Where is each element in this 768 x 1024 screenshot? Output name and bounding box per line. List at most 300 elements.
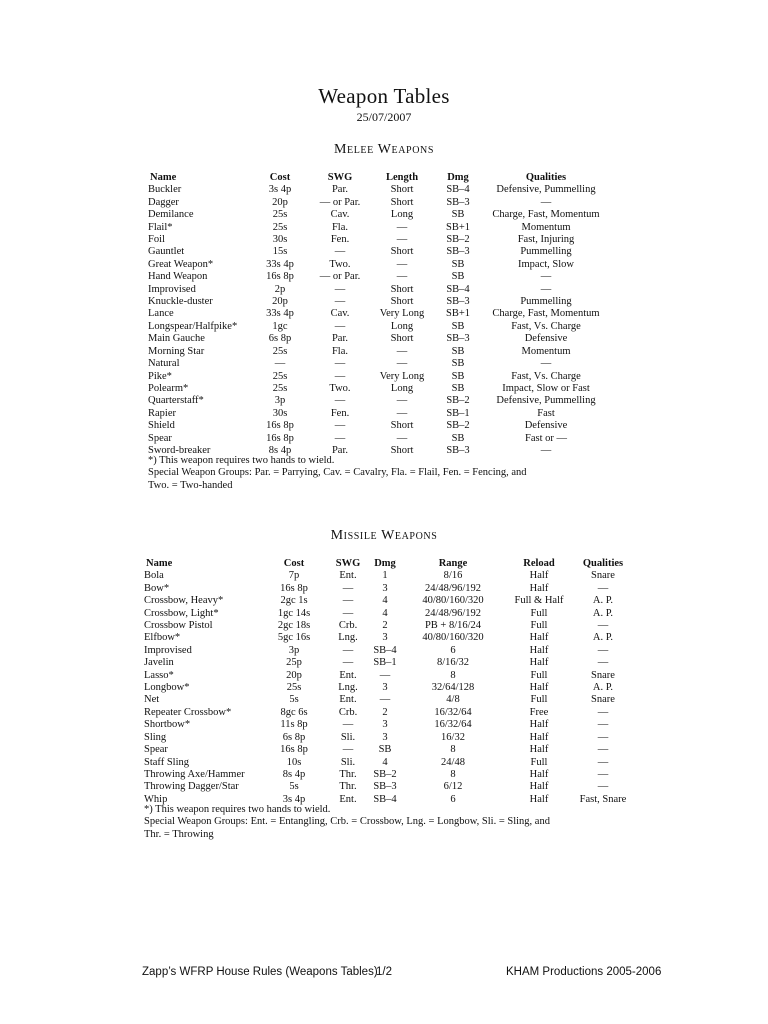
cell-qualities: A. P.: [592, 682, 614, 694]
cell-reload: Half: [529, 781, 549, 793]
cell-swg: —: [334, 370, 346, 382]
note-line: Special Weapon Groups: Par. = Parrying, Cav. = Cavalry, Fla. = Flail, Fen. = Fencing, and: [148, 467, 527, 479]
table-row: [148, 184, 608, 196]
cell-reload: Half: [529, 793, 549, 805]
cell-dmg: 1: [382, 570, 388, 582]
table-header-row: [144, 558, 634, 570]
cell-dmg: —: [379, 669, 391, 681]
cell-name: Spear: [148, 432, 172, 444]
cell-cost: 25s: [272, 370, 288, 382]
cell-dmg: SB: [451, 382, 465, 394]
cell-length: —: [396, 258, 408, 270]
cell-dmg: 4: [382, 607, 388, 619]
cell-cost: 6s 8p: [282, 731, 306, 743]
cell-qualities: Impact, Slow: [518, 258, 574, 270]
table-row: [148, 371, 608, 383]
table-row: [148, 420, 608, 432]
melee-section-title: Melee Weapons: [333, 142, 435, 157]
table-row: [148, 395, 608, 407]
cell-cost: 33s 4p: [266, 308, 294, 320]
cell-name: Crossbow Pistol: [144, 620, 213, 632]
cell-qualities: —: [597, 731, 609, 743]
cell-length: Long: [390, 320, 414, 332]
cell-reload: Full: [530, 756, 548, 768]
cell-dmg: SB–3: [446, 296, 470, 308]
cell-cost: 8s 4p: [282, 768, 306, 780]
cell-reload: Half: [529, 731, 549, 743]
cell-name: Sling: [144, 731, 167, 743]
cell-dmg: SB–4: [373, 793, 397, 805]
table-row: [144, 632, 634, 644]
header-qualities: Qualities: [582, 558, 624, 569]
cell-dmg: SB: [378, 744, 392, 756]
cell-swg: Fla.: [331, 345, 349, 357]
cell-dmg: SB–3: [446, 333, 470, 345]
cell-reload: Full: [530, 620, 548, 632]
table-row: [144, 732, 634, 744]
cell-name: Quarterstaff*: [148, 395, 204, 407]
cell-name: Longspear/Halfpike*: [148, 320, 238, 332]
cell-cost: 2gc 18s: [277, 620, 311, 632]
cell-length: Short: [390, 246, 414, 258]
cell-name: Polearm*: [148, 382, 189, 394]
table-row: [144, 682, 634, 694]
cell-cost: 7p: [288, 570, 300, 582]
table-row: [148, 222, 608, 234]
table-row: [148, 246, 608, 258]
cell-reload: Half: [529, 644, 549, 656]
cell-name: Hand Weapon: [148, 271, 208, 283]
cell-qualities: —: [597, 756, 609, 768]
note-line: *) This weapon requires two hands to wield.: [148, 455, 335, 466]
table-row: [148, 358, 608, 370]
table-row: [148, 271, 608, 283]
cell-reload: Half: [529, 632, 549, 644]
cell-qualities: Defensive, Pummelling: [496, 184, 596, 196]
cell-swg: —: [342, 657, 354, 669]
cell-name: Morning Star: [148, 345, 205, 357]
cell-reload: Half: [529, 744, 549, 756]
cell-qualities: —: [597, 644, 609, 656]
cell-cost: —: [274, 358, 286, 370]
cell-swg: — or Par.: [319, 271, 361, 283]
cell-swg: Cav.: [330, 308, 350, 320]
cell-qualities: Defensive, Pummelling: [496, 395, 596, 407]
cell-cost: 16s 8p: [280, 582, 308, 594]
cell-qualities: Fast or —: [525, 432, 567, 444]
cell-qualities: Fast, Snare: [579, 793, 627, 805]
table-row: [148, 346, 608, 358]
cell-dmg: SB–4: [373, 644, 397, 656]
table-row: [148, 383, 608, 395]
cell-swg: Ent.: [339, 694, 357, 706]
table-row: [148, 209, 608, 221]
cell-reload: Half: [529, 657, 549, 669]
cell-range: 8: [450, 669, 456, 681]
cell-swg: Two.: [329, 258, 351, 270]
cell-qualities: A. P.: [592, 607, 614, 619]
cell-name: Shield: [148, 420, 175, 432]
cell-swg: Cav.: [330, 209, 350, 221]
cell-qualities: Pummelling: [520, 296, 572, 308]
cell-name: Flail*: [148, 221, 173, 233]
cell-range: 6: [450, 644, 456, 656]
cell-qualities: Snare: [591, 570, 615, 582]
cell-cost: 3p: [288, 644, 300, 656]
table-row: [148, 197, 608, 209]
cell-dmg: SB–2: [446, 234, 470, 246]
missile-section-title: Missile Weapons: [330, 528, 438, 543]
cell-range: 40/80/160/320: [422, 595, 484, 607]
cell-cost: 16s 8p: [280, 744, 308, 756]
header-cost: Cost: [269, 172, 291, 183]
cell-cost: 25p: [286, 657, 302, 669]
table-row: [144, 769, 634, 781]
missile-weapons-table: [144, 558, 634, 806]
cell-length: —: [396, 345, 408, 357]
note-line: Special Weapon Groups: Ent. = Entangling, Crb. = Crossbow, Lng. = Longbow, Sli. = Sling, and: [144, 816, 550, 828]
cell-dmg: 4: [382, 756, 388, 768]
cell-swg: —: [334, 320, 346, 332]
cell-range: 24/48/96/192: [424, 607, 481, 619]
cell-swg: Fla.: [331, 221, 349, 233]
cell-swg: Sli.: [340, 756, 356, 768]
cell-swg: —: [334, 432, 346, 444]
cell-reload: Half: [529, 682, 549, 694]
cell-range: 8/16/32: [436, 657, 470, 669]
cell-cost: 25s: [272, 221, 288, 233]
cell-range: 6: [450, 793, 456, 805]
table-row: [144, 657, 634, 669]
cell-cost: 20p: [272, 196, 288, 208]
cell-length: Long: [390, 209, 414, 221]
table-row: [144, 781, 634, 793]
cell-length: Long: [390, 382, 414, 394]
table-row: [148, 259, 608, 271]
note-line: Thr. = Throwing: [144, 828, 214, 840]
cell-dmg: —: [379, 694, 391, 706]
cell-qualities: Charge, Fast, Momentum: [492, 209, 600, 221]
cell-dmg: SB: [451, 345, 465, 357]
cell-swg: Crb.: [338, 620, 358, 632]
cell-name: Demilance: [148, 209, 194, 221]
cell-name: Pike*: [148, 370, 172, 382]
cell-swg: —: [342, 719, 354, 731]
header-swg: SWG: [327, 172, 353, 183]
cell-name: Shortbow*: [144, 719, 191, 731]
cell-reload: Full & Half: [514, 595, 564, 607]
cell-name: Longbow*: [144, 682, 190, 694]
header-swg: SWG: [335, 558, 361, 569]
cell-qualities: —: [597, 706, 609, 718]
cell-cost: 15s: [272, 246, 288, 258]
cell-name: Net: [144, 694, 160, 706]
cell-dmg: SB–3: [446, 196, 470, 208]
table-row: [144, 595, 634, 607]
cell-dmg: 4: [382, 595, 388, 607]
cell-name: Sword-breaker: [148, 444, 211, 456]
cell-reload: Full: [530, 607, 548, 619]
cell-cost: 11s 8p: [280, 719, 308, 731]
cell-range: 8/16: [443, 570, 463, 582]
cell-name: Crossbow, Heavy*: [144, 595, 224, 607]
cell-length: Very Long: [379, 370, 425, 382]
cell-cost: 33s 4p: [266, 258, 294, 270]
cell-qualities: —: [540, 358, 552, 370]
cell-qualities: Fast, Vs. Charge: [511, 320, 581, 332]
header-dmg: Dmg: [374, 558, 396, 569]
cell-qualities: —: [540, 444, 552, 456]
cell-swg: —: [342, 744, 354, 756]
cell-range: 4/8: [446, 694, 460, 706]
cell-name: Gauntlet: [148, 246, 185, 258]
cell-name: Rapier: [148, 407, 176, 419]
cell-dmg: SB: [451, 271, 465, 283]
cell-qualities: —: [597, 657, 609, 669]
cell-qualities: Fast, Vs. Charge: [511, 370, 581, 382]
cell-cost: 6s 8p: [268, 333, 292, 345]
cell-length: Short: [390, 196, 414, 208]
cell-name: Crossbow, Light*: [144, 607, 219, 619]
header-name: Name: [146, 558, 173, 569]
cell-swg: Ent.: [339, 793, 357, 805]
cell-dmg: SB–3: [373, 781, 397, 793]
cell-range: 16/32/64: [434, 719, 472, 731]
cell-range: 16/32/64: [434, 706, 472, 718]
cell-swg: —: [334, 246, 346, 258]
cell-swg: —: [334, 358, 346, 370]
cell-swg: —: [342, 595, 354, 607]
note-line: *) This weapon requires two hands to wield.: [144, 804, 331, 815]
cell-dmg: 3: [382, 632, 388, 644]
cell-length: —: [396, 234, 408, 246]
cell-swg: Ent.: [339, 570, 357, 582]
cell-range: 32/64/128: [431, 682, 475, 694]
cell-name: Improvised: [148, 283, 196, 295]
cell-cost: 3s 4p: [268, 184, 292, 196]
table-header-row: [148, 172, 608, 184]
missile-notes: [144, 804, 614, 841]
cell-dmg: SB: [451, 358, 465, 370]
cell-qualities: —: [597, 781, 609, 793]
cell-name: Bow*: [144, 582, 170, 594]
table-row: [144, 744, 634, 756]
cell-qualities: A. P.: [592, 595, 614, 607]
cell-name: Great Weapon*: [148, 258, 214, 270]
table-row: [144, 645, 634, 657]
cell-name: Staff Sling: [144, 756, 190, 768]
cell-cost: 30s: [272, 234, 288, 246]
cell-dmg: SB: [451, 370, 465, 382]
cell-dmg: SB–2: [446, 395, 470, 407]
cell-dmg: 3: [382, 719, 388, 731]
cell-name: Improvised: [144, 644, 192, 656]
cell-name: Foil: [148, 234, 165, 246]
header-dmg: Dmg: [447, 172, 469, 183]
cell-length: Short: [390, 283, 414, 295]
cell-swg: Fen.: [330, 407, 350, 419]
cell-name: Lance: [148, 308, 174, 320]
cell-swg: — or Par.: [319, 196, 361, 208]
cell-swg: Fen.: [330, 234, 350, 246]
cell-swg: —: [342, 644, 354, 656]
cell-dmg: SB+1: [445, 221, 470, 233]
cell-name: Throwing Dagger/Star: [144, 781, 239, 793]
cell-length: —: [396, 271, 408, 283]
cell-range: PB + 8/16/24: [424, 620, 482, 632]
cell-dmg: SB–3: [446, 444, 470, 456]
note-line: Two. = Two-handed: [148, 479, 233, 491]
header-cost: Cost: [283, 558, 305, 569]
melee-notes: [148, 455, 608, 492]
cell-cost: 25s: [272, 382, 288, 394]
cell-dmg: SB–2: [373, 768, 397, 780]
cell-cost: 1gc 14s: [277, 607, 311, 619]
cell-length: Short: [390, 296, 414, 308]
cell-dmg: SB: [451, 258, 465, 270]
cell-dmg: 3: [382, 582, 388, 594]
cell-name: Main Gauche: [148, 333, 205, 345]
cell-cost: 8gc 6s: [280, 706, 308, 718]
cell-qualities: —: [597, 719, 609, 731]
cell-swg: Par.: [331, 333, 349, 345]
cell-range: 16/32: [441, 731, 465, 743]
table-row: [144, 570, 634, 582]
cell-range: 6/12: [443, 781, 463, 793]
cell-cost: 16s 8p: [266, 432, 294, 444]
table-row: [148, 234, 608, 246]
footer-page-number: 1/2: [376, 966, 392, 978]
cell-cost: 25s: [272, 345, 288, 357]
cell-length: Short: [390, 444, 414, 456]
cell-length: Short: [390, 333, 414, 345]
cell-dmg: 2: [382, 706, 388, 718]
cell-name: Javelin: [144, 657, 174, 669]
cell-swg: —: [334, 420, 346, 432]
cell-qualities: —: [597, 620, 609, 632]
cell-dmg: 3: [382, 682, 388, 694]
cell-name: Dagger: [148, 196, 179, 208]
cell-dmg: SB: [451, 209, 465, 221]
cell-qualities: Fast, Injuring: [517, 234, 575, 246]
cell-qualities: —: [540, 196, 552, 208]
cell-range: 8: [450, 768, 456, 780]
cell-name: Throwing Axe/Hammer: [144, 768, 245, 780]
cell-swg: Lng.: [338, 632, 358, 644]
cell-name: Natural: [148, 358, 180, 370]
cell-dmg: SB–1: [446, 407, 470, 419]
cell-dmg: SB–2: [446, 420, 470, 432]
cell-range: 24/48: [441, 756, 465, 768]
cell-name: Repeater Crossbow*: [144, 706, 232, 718]
table-row: [148, 433, 608, 445]
cell-range: 8: [450, 744, 456, 756]
header-reload: Reload: [523, 558, 555, 569]
cell-name: Buckler: [148, 184, 182, 196]
cell-swg: Lng.: [338, 682, 358, 694]
header-name: Name: [150, 172, 177, 183]
cell-cost: 2gc 1s: [280, 595, 308, 607]
table-row: [148, 408, 608, 420]
cell-cost: 8s 4p: [268, 444, 292, 456]
cell-name: Lasso*: [144, 669, 174, 681]
cell-qualities: —: [540, 283, 552, 295]
cell-cost: 3s 4p: [282, 793, 306, 805]
cell-cost: 10s: [286, 756, 302, 768]
cell-name: Knuckle-duster: [148, 296, 213, 308]
cell-qualities: Snare: [591, 694, 615, 706]
cell-reload: Full: [530, 694, 548, 706]
cell-reload: Half: [529, 768, 549, 780]
document-date: 25/07/2007: [356, 110, 412, 124]
cell-cost: 5s: [289, 694, 299, 706]
cell-cost: 30s: [272, 407, 288, 419]
table-row: [148, 296, 608, 308]
cell-name: Whip: [144, 793, 168, 805]
cell-swg: Two.: [329, 382, 351, 394]
cell-swg: —: [334, 283, 346, 295]
cell-reload: Half: [529, 582, 549, 594]
cell-qualities: Impact, Slow or Fast: [502, 382, 590, 394]
cell-cost: 16s 8p: [266, 271, 294, 283]
cell-reload: Free: [529, 706, 549, 718]
table-row: [148, 321, 608, 333]
cell-dmg: SB: [451, 432, 465, 444]
cell-dmg: 3: [382, 731, 388, 743]
cell-cost: 1gc: [272, 320, 288, 332]
cell-qualities: Momentum: [521, 221, 571, 233]
melee-weapons-table: [148, 172, 608, 457]
cell-swg: Thr.: [339, 768, 357, 780]
cell-name: Spear: [144, 744, 168, 756]
cell-name: Elfbow*: [144, 632, 181, 644]
cell-range: 40/80/160/320: [422, 632, 484, 644]
table-row: [144, 583, 634, 595]
cell-cost: 20p: [286, 669, 302, 681]
footer-left: Zapp’s WFRP House Rules (Weapons Tables): [142, 966, 378, 978]
cell-qualities: —: [540, 271, 552, 283]
table-row: [144, 707, 634, 719]
cell-dmg: SB–3: [446, 246, 470, 258]
cell-cost: 3p: [274, 395, 286, 407]
cell-length: —: [396, 395, 408, 407]
table-row: [144, 719, 634, 731]
cell-dmg: SB–4: [446, 184, 470, 196]
cell-qualities: Defensive: [524, 420, 568, 432]
cell-swg: Par.: [331, 184, 349, 196]
cell-swg: Par.: [331, 444, 349, 456]
cell-qualities: Momentum: [521, 345, 571, 357]
cell-cost: 5s: [289, 781, 299, 793]
cell-length: Very Long: [379, 308, 425, 320]
cell-swg: —: [342, 607, 354, 619]
cell-length: —: [396, 358, 408, 370]
cell-swg: —: [334, 296, 346, 308]
cell-qualities: Pummelling: [520, 246, 572, 258]
cell-swg: Crb.: [338, 706, 358, 718]
table-row: [144, 608, 634, 620]
cell-qualities: Snare: [591, 669, 615, 681]
cell-qualities: —: [597, 582, 609, 594]
header-length: Length: [385, 172, 419, 183]
cell-name: Bola: [144, 570, 164, 582]
table-row: [144, 620, 634, 632]
table-row: [148, 308, 608, 320]
cell-range: 24/48/96/192: [424, 582, 481, 594]
cell-cost: 20p: [272, 296, 288, 308]
cell-cost: 25s: [272, 209, 288, 221]
cell-swg: —: [342, 582, 354, 594]
